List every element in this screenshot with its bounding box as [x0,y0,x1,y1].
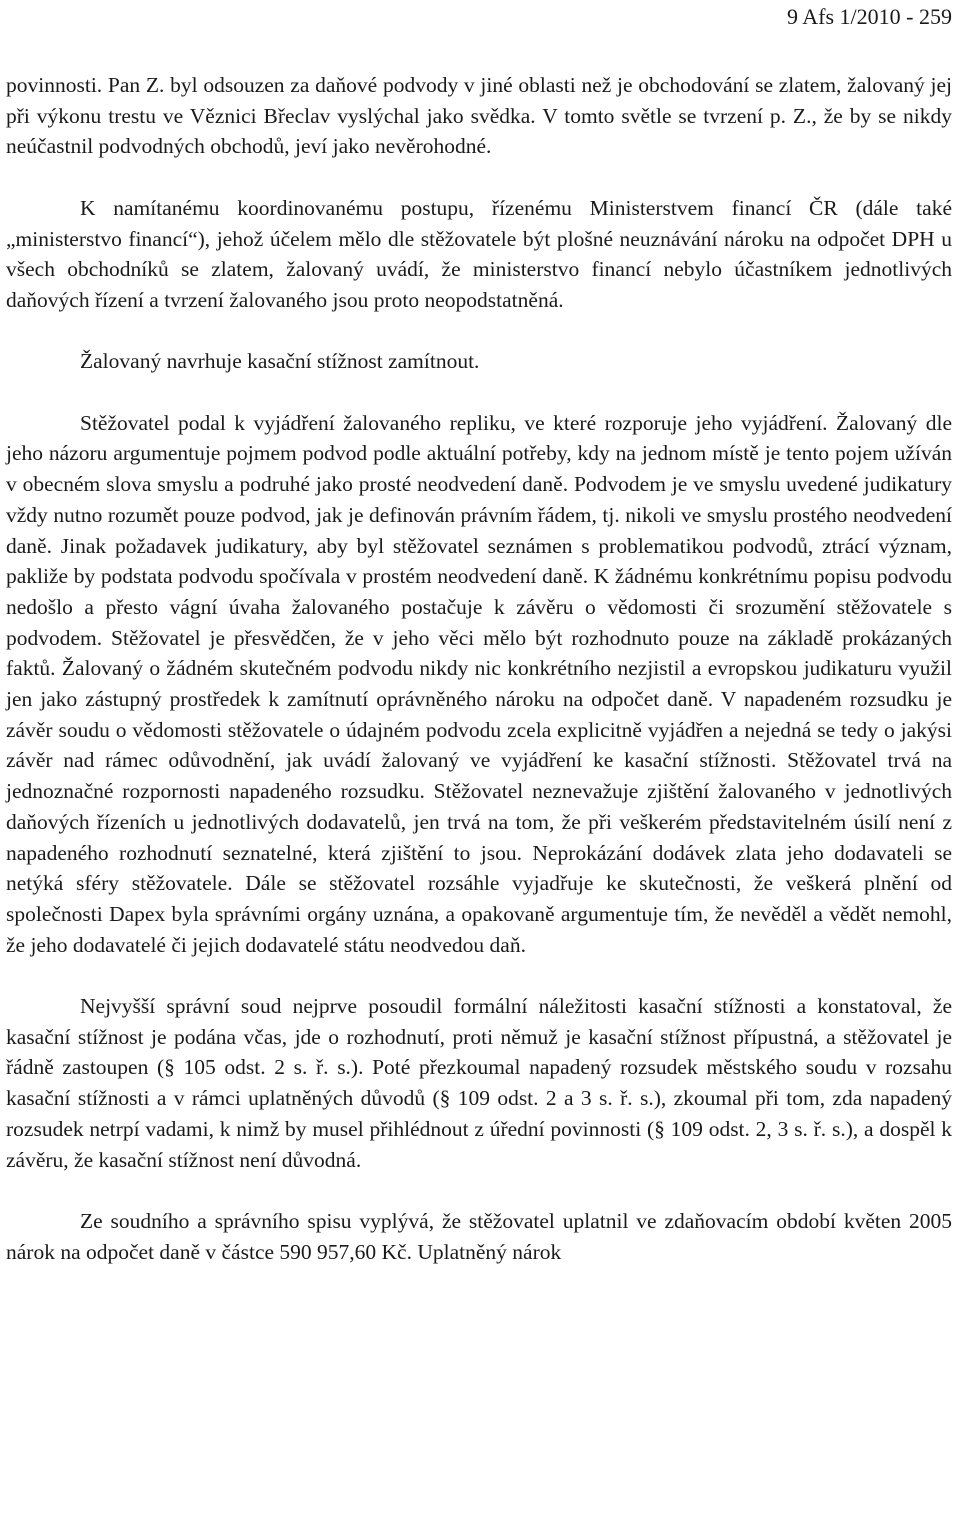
paragraph-complainant-reply: Stěžovatel podal k vyjádření žalovaného repliku, ve které rozporuje jeho vyjádření. Žalovaný dle jeho názoru argumentuje pojmem podvod podle aktuální potřeby, kdy na jednom místě je tento pojem užíván v obecném slova smyslu a podruhé jako prosté neodvedení daně. Podvodem je ve smyslu uvedené judikatury vždy nutno rozumět pouze podvod, jak je definován právním řádem, tj. nikoli ve smyslu prostého neodvedení daně. Jinak požadavek judikatury, aby byl stěžovatel seznámen s problematikou podvodů, ztrácí význam, pakliže by podstata podvodu spočívala v prostém neodvedení daně. K žádnému konkrétnímu popisu podvodu nedošlo a přesto vágní úvaha žalovaného postačuje k závěru o vědomosti či srozumění stěžovatele s podvodem. Stěžovatel je přesvědčen, že v jeho věci mělo být rozhodnuto pouze na základě prokázaných faktů. Žalovaný o žádném skutečném podvodu nikdy nic konkrétního nezjistil a evropskou judikaturu využil jen jako zástupný prostředek k zamítnutí oprávněného nároku na odpočet daně. V napadeném rozsudku je závěr soudu o vědomosti stěžovatele o údajném podvodu zcela explicitně vyjádřen a nejedná se tedy o jakýsi závěr nad rámec odůvodnění, jak uvádí žalovaný ve vyjádření ke kasační stížnosti. Stěžovatel trvá na jednoznačné rozpornosti napadeného rozsudku. Stěžovatel neznevažuje zjištění žalovaného v jednotlivých daňových řízeních u jednotlivých dodavatelů, jen trvá na tom, že při veškerém představitelném úsilí není z napadeného rozhodnutí seznatelné, která zjištění to jsou. Neprokázání dodávek zlata jeho dodavateli se netýká sféry stěžovatele. Dále se stěžovatel rozsáhle vyjadřuje ke skutečnosti, že veškerá plnění od společnosti Dapex byla správními orgány uznána, a opakovaně argumentuje tím, že nevěděl a vědět nemohl, že jeho dodavatelé či jejich dodavatelé státu neodvedou daň. [6,410,952,957]
case-number: 9 Afs 1/2010 - 259 [787,4,952,29]
paragraph-respondent-motion: Žalovaný navrhuje kasační stížnost zamítnout. [80,349,480,374]
paragraph-continuation: povinnosti. Pan Z. byl odsouzen za daňové podvody v jiné oblasti než je obchodování se zlatem, žalovaný jej při výkonu trestu ve Věznici Břeclav vyslýchal jako svědka. V tomto světle se tvrzení p. Z., že by se nikdy neúčastnil podvodných obchodů, jeví jako nevěrohodné. [6,73,952,159]
paragraph-ministry-objection: K namítanému koordinovanému postupu, řízenému Ministerstvem financí ČR (dále také „ministerstvo financí“), jehož účelem mělo dle stěžovatele být plošné neuznávání nároku na odpočet DPH u všech obchodníků se zlatem, žalovaný uvádí, že ministerstvo financí nebylo účastníkem jednotlivých daňových řízení a tvrzení žalovaného jsou proto neopodstatněná. [6,195,952,312]
paragraph-court-assessment: Nejvyšší správní soud nejprve posoudil formální náležitosti kasační stížnosti a konstatoval, že kasační stížnost je podána včas, jde o rozhodnutí, proti němuž je kasační stížnost přípustná, a stěžovatel je řádně zastoupen (§ 105 odst. 2 s. ř. s.). Poté přezkoumal napadený rozsudek městského soudu v rozsahu kasační stížnosti a v rámci uplatněných důvodů (§ 109 odst. 2 a 3 s. ř. s.), zkoumal při tom, zda napadený rozsudek netrpí vadami, k nimž by musel přihlédnout z úřední povinnosti (§ 109 odst. 2, 3 s. ř. s.), a dospěl k závěru, že kasační stížnost není důvodná. [6,994,952,1172]
paragraph-file-findings: Ze soudního a správního spisu vyplývá, že stěžovatel uplatnil ve zdaňovacím období květen 2005 nárok na odpočet daně v částce 590 957,60 Kč. Uplatněný nárok [6,1208,952,1264]
